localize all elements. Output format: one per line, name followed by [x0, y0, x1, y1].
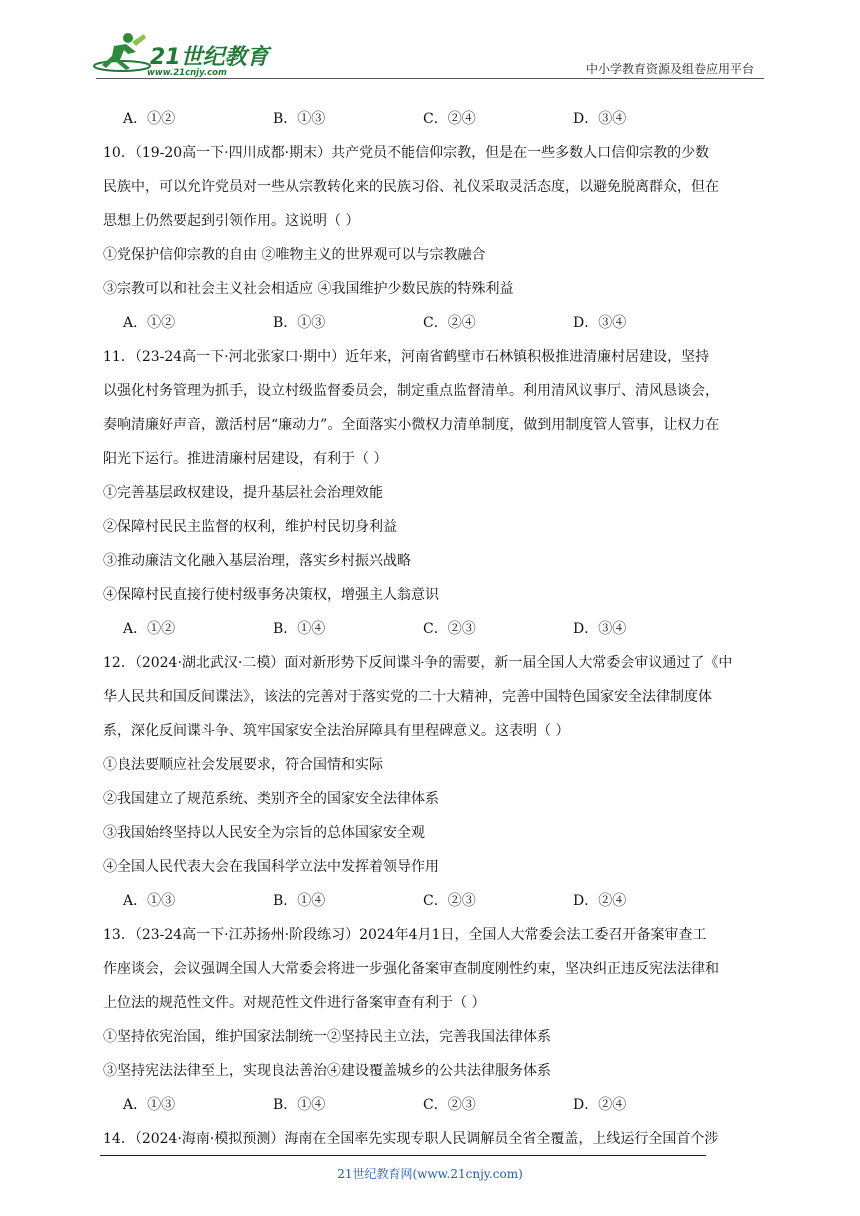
- answer-option: A．①②: [123, 111, 176, 127]
- footer-text: 21世纪教育网(www.21cnjy.com): [337, 1167, 523, 1181]
- answer-option: D．②④: [573, 893, 627, 909]
- answer-option: B．①③: [273, 315, 326, 331]
- page-header: [0, 0, 860, 82]
- answer-options: [103, 884, 763, 918]
- answer-option: D．③④: [573, 315, 627, 331]
- text-line: 奏响清廉好声音，激活村居“廉动力”。全面落实小微权力清单制度，做到用制度管人管事，让权力在: [103, 417, 720, 433]
- question-content: [103, 102, 763, 1156]
- text-line: 阳光下运行。推进清廉村居建设，有利于（ ）: [103, 451, 388, 467]
- answer-option: B．①④: [273, 893, 326, 909]
- answer-option: C．②③: [423, 893, 476, 909]
- header-divider: [96, 78, 764, 79]
- text-line: ③坚持宪法法律至上，实现良法善治④建设覆盖城乡的公共法律服务体系: [103, 1063, 551, 1079]
- text-line: ①完善基层政权建设，提升基层社会治理效能: [103, 485, 383, 501]
- text-line: ②保障村民民主监督的权利，维护村民切身利益: [103, 519, 397, 535]
- footer-divider: [100, 1155, 706, 1156]
- answer-option: C．②③: [423, 621, 476, 637]
- text-line: ②我国建立了规范系统、类别齐全的国家安全法律体系: [103, 791, 439, 807]
- answer-option: D．③④: [573, 621, 627, 637]
- text-line: ③推动廉洁文化融入基层治理，落实乡村振兴战略: [103, 553, 411, 569]
- answer-option: C．②③: [423, 1097, 476, 1113]
- text-line: ③宗教可以和社会主义社会相适应 ④我国维护少数民族的特殊利益: [103, 281, 514, 297]
- logo-url: www.21cnjy.com: [147, 68, 227, 78]
- text-line: 作座谈会，会议强调全国人大常委会将进一步强化备案审查制度刚性约束，坚决纠正违反宪法法律和: [103, 961, 719, 977]
- text-line: 上位法的规范性文件。对规范性文件进行备案审查有利于（ ）: [103, 995, 486, 1011]
- text-line: 10．（19-20高一下·四川成都·期末）共产党员不能信仰宗教，但是在一些多数人口信仰宗教的少数: [103, 145, 710, 161]
- answer-option: B．①④: [273, 621, 326, 637]
- answer-option: A．①③: [123, 1097, 176, 1113]
- text-line: ③我国始终坚持以人民安全为宗旨的总体国家安全观: [103, 825, 425, 841]
- answer-options: [103, 102, 763, 136]
- answer-options: [103, 612, 763, 646]
- answer-option: B．①③: [273, 111, 326, 127]
- answer-option: D．②④: [573, 1097, 627, 1113]
- answer-option: A．①②: [123, 315, 176, 331]
- text-line: ④全国人民代表大会在我国科学立法中发挥着领导作用: [103, 859, 439, 875]
- answer-option: A．①②: [123, 621, 176, 637]
- answer-option: B．①④: [273, 1097, 326, 1113]
- text-line: ①良法要顺应社会发展要求，符合国情和实际: [103, 757, 383, 773]
- answer-option: C．②④: [423, 111, 476, 127]
- text-line: 11．（23-24高一下·河北张家口·期中）近年来，河南省鹤壁市石林镇积极推进清廉村居建设，坚持: [103, 349, 710, 365]
- text-line: 思想上仍然要起到引领作用。这说明（ ）: [103, 213, 360, 229]
- text-line: 13．（23-24高一下·江苏扬州·阶段练习）2024年4月1日，全国人大常委会法工委召开备案审查工: [103, 927, 707, 943]
- answer-option: C．②④: [423, 315, 476, 331]
- text-line: ①党保护信仰宗教的自由 ②唯物主义的世界观可以与宗教融合: [103, 247, 486, 263]
- text-line: 以强化村务管理为抓手，设立村级监督委员会，制定重点监督清单。利用清风议事厅、清风恳谈会，: [103, 383, 719, 399]
- text-line: 14．（2024·海南·模拟预测）海南在全国率先实现专职人民调解员全省全覆盖，上线运行全国首个涉: [103, 1131, 719, 1147]
- text-line: 华人民共和国反间谍法》，该法的完善对于落实党的二十大精神，完善中国特色国家安全法律制度体: [103, 689, 712, 705]
- text-line: 系，深化反间谍斗争、筑牢国家安全法治屏障具有里程碑意义。这表明（ ）: [103, 723, 570, 739]
- text-line: 12．（2024·湖北武汉·二模）面对新形势下反间谍斗争的需要，新一届全国人大常委会审议通过了《中: [103, 655, 733, 671]
- text-line: 民族中，可以允许党员对一些从宗教转化来的民族习俗、礼仪采取灵活态度，以避免脱离群众，但在: [103, 179, 719, 195]
- answer-option: A．①③: [123, 893, 176, 909]
- logo-text: 21世纪教育: [150, 45, 269, 70]
- platform-title: 中小学教育资源及组卷应用平台: [585, 62, 754, 76]
- text-line: ①坚持依宪治国，维护国家法制统一②坚持民主立法，完善我国法律体系: [103, 1029, 551, 1045]
- answer-option: D．③④: [573, 111, 627, 127]
- answer-options: [103, 1088, 763, 1122]
- text-line: ④保障村民直接行使村级事务决策权，增强主人翁意识: [103, 587, 439, 603]
- answer-options: [103, 306, 763, 340]
